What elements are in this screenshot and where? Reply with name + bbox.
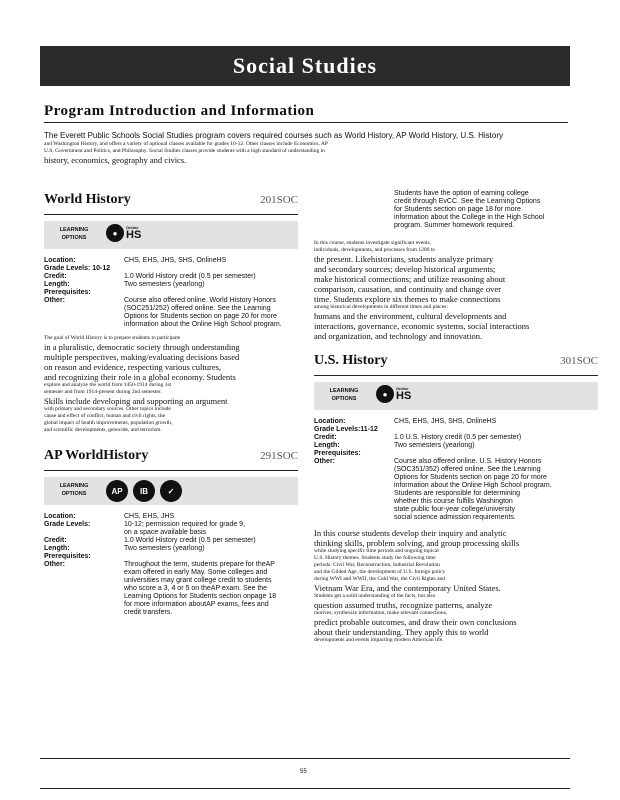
info-key: Prerequisites: [314, 450, 361, 457]
info-value-line: social science admission requirements. [394, 514, 516, 521]
us-history-title: U.S. History [314, 353, 388, 368]
text-line: U.S. Government and Politics, and Philosophy. Social Studies classes provide students with a high standard of understanding in [44, 148, 325, 154]
info-value-line: Learning Options for Students section onpage 18 [124, 593, 277, 600]
info-row [44, 265, 282, 273]
info-row [44, 289, 282, 297]
page-number: 55 [300, 769, 307, 775]
text-line: history, economics, geography and civics. [44, 155, 187, 165]
text-line: and recognizing their role in a global economy. Students [44, 372, 236, 382]
ap-world-history-code: 291SOC [260, 450, 298, 462]
info-value-line [124, 289, 282, 297]
text-line: information about the College in the High School [394, 214, 545, 221]
ap-world-history-header [44, 448, 298, 470]
text-line: in a pluralistic, democratic society through understanding [44, 342, 240, 352]
text-line: during WWI and WWII, the Cold War, the Civil Rights and [314, 576, 446, 582]
ap-world-history-learning-options [44, 477, 298, 505]
text-line: predict probable outcomes, and draw their own conclusions [314, 617, 517, 627]
ib-icon: IB [133, 480, 155, 502]
text-line: explore and analyze the world from 1450-1914 during 1st [44, 382, 172, 388]
info-value-line: (SOC351/352) offered online. See the Learning [394, 466, 541, 473]
info-value-line: universities may grant college credit to students [124, 577, 272, 584]
ap-world-history-title: AP WorldHistory [44, 448, 149, 463]
info-row [314, 458, 552, 522]
world-history-learning-options [44, 221, 298, 249]
info-key: Other: [44, 297, 65, 304]
text-line: The Everett Public Schools Social Studies program covers required courses such as World History, AP World History, U.S. History [44, 131, 503, 140]
ap-continued-text [314, 190, 598, 230]
info-row [44, 273, 282, 281]
text-line: and scientific developments, genocide, and terrorism. [44, 427, 162, 433]
us-history-header [314, 353, 598, 375]
info-value [394, 450, 552, 458]
ap-world-history-description [314, 240, 598, 341]
text-line: global impact of health improvements, population growth, [44, 420, 173, 426]
info-value-line: 1.0 World History credit (0.5 per semester) [124, 537, 256, 544]
text-line: multiple perspectives, making/evaluating decisions based [44, 352, 240, 362]
text-line: for Students section on page 18 for more [394, 206, 521, 213]
info-value-line: whether this course fulfills Washington [394, 498, 513, 505]
info-key: Prerequisites: [44, 289, 91, 296]
info-value [394, 434, 552, 442]
page-banner: Social Studies [40, 46, 570, 86]
info-value [394, 418, 552, 426]
info-value [124, 257, 282, 265]
world-history-title: World History [44, 192, 131, 207]
info-key: Other: [44, 561, 65, 568]
info-row [44, 553, 276, 561]
text-line: on reason and evidence, respecting various cultures, [44, 362, 222, 372]
info-value-line: 10-12; permission required for grade 9, [124, 521, 246, 528]
info-value-line [394, 426, 552, 434]
info-value-line: Course also offered online. World History Honors [124, 297, 276, 304]
text-line: Skills include developing and supporting an argument [44, 396, 228, 406]
info-value-line: who score a 3, 4 or 5 on theAP exam. See the [124, 585, 268, 592]
section-rule [314, 375, 598, 376]
info-value-line: CHS, EHS, JHS, SHS, OnlineHS [124, 257, 227, 264]
info-value-line: Throughout the term, students prepare for theAP [124, 561, 275, 568]
info-key: Length: [44, 281, 70, 288]
info-value [124, 273, 282, 281]
text-line: comparison, causation, and continuity and change over [314, 284, 501, 294]
info-value-line: Two semesters (yearlong) [394, 442, 475, 449]
info-key: Grade Levels: 10-12 [44, 265, 111, 272]
intro-rule [44, 122, 568, 123]
info-value [394, 426, 552, 434]
learning-options-label: LEARNING OPTIONS [59, 483, 89, 497]
info-key: Location: [44, 513, 76, 520]
us-history-info-table [314, 418, 552, 522]
info-key: Location: [314, 418, 346, 425]
info-value [124, 545, 276, 553]
info-value [124, 537, 276, 545]
text-line: individuals, developments, and processes from 1200 to [314, 247, 435, 253]
info-key: Credit: [314, 434, 337, 441]
info-value-line: information about the Online High School program. [124, 321, 282, 328]
info-value [124, 561, 276, 617]
text-line: and organization, and technology and innovation. [314, 331, 483, 341]
text-line: credit through EvCC. See the Learning Options [394, 198, 541, 205]
text-line: interactions, governance, economic systems, social interactions [314, 321, 530, 331]
text-line: periods: Civil War, Reconstruction, Industrial Revolution [314, 562, 440, 568]
text-line: Vietnam War Era, and the contemporary United States. [314, 583, 501, 593]
info-value-line: Students are responsible for determining [394, 490, 521, 497]
text-line: while studying specific time periods and ongoing topical [314, 548, 439, 554]
info-value [124, 553, 276, 561]
info-value-line: on a space available basis [124, 529, 207, 536]
info-row [44, 561, 276, 617]
text-line: motives, synthesize information, make relevant connections, [314, 610, 448, 616]
text-line: with primary and secondary sources. Other topics include [44, 406, 171, 412]
info-value-line: state public four-year college/university [394, 506, 516, 513]
online-hs-icon: ● Online HS [376, 385, 411, 403]
info-row [44, 281, 282, 289]
text-line: make historical connections; and utilize reasoning about [314, 274, 506, 284]
footer-rule [40, 758, 570, 759]
text-line: Students get a solid understanding of the facts, but also [314, 593, 436, 599]
learning-options-label: LEARNING OPTIONS [59, 227, 89, 241]
info-value [124, 289, 282, 297]
info-value-line: credit transfers. [124, 609, 173, 616]
text-line: developments and events impacting modern American life. [314, 637, 444, 643]
text-line: about their understanding. They apply this to world [314, 627, 489, 637]
info-value-line: CHS, EHS, JHS [124, 513, 175, 520]
info-key: Grade Levels: [44, 521, 91, 528]
footer-rule-bottom [40, 788, 570, 789]
ap-icon: AP [106, 480, 128, 502]
text-line: and secondary sources; develop historical arguments; [314, 264, 496, 274]
learning-options-label: LEARNING OPTIONS [329, 388, 359, 402]
check-icon: ✓ [160, 480, 182, 502]
info-key: Credit: [44, 537, 67, 544]
info-key: Length: [314, 442, 340, 449]
text-line: semester and from 1914-present during 2nd semester. [44, 389, 162, 395]
info-row [44, 521, 276, 537]
info-row [314, 434, 552, 442]
text-line: program. Summer homework required. [394, 222, 515, 229]
info-row [314, 426, 552, 434]
info-value-line: CHS, EHS, JHS, SHS, OnlineHS [394, 418, 497, 425]
ap-world-history-info-table [44, 513, 276, 617]
us-history-code: 301SOC [560, 355, 598, 367]
info-value-line: Course also offered online. U.S. History Honors [394, 458, 542, 465]
us-history-learning-options [314, 382, 598, 410]
text-line: The goal of World History is to prepare students to participate [44, 335, 181, 341]
info-value [124, 281, 282, 289]
text-line: and the Gilded Age, the development of U.S. foreign policy [314, 569, 446, 575]
section-rule [44, 470, 298, 471]
intro-body [44, 131, 564, 165]
text-line: Students have the option of earning college [394, 190, 529, 197]
world-history-info-table [44, 257, 282, 329]
info-row [314, 442, 552, 450]
info-value [394, 458, 552, 522]
info-key: Credit: [44, 273, 67, 280]
text-line: cause and effect of conflict, human and civil rights, the [44, 413, 166, 419]
info-value [124, 265, 282, 273]
info-value-line: for more information aboutAP exams, fees and [124, 601, 269, 608]
info-row [314, 450, 552, 458]
info-value [124, 297, 282, 329]
section-rule [44, 214, 298, 215]
info-row [44, 537, 276, 545]
info-row [44, 513, 276, 521]
info-value [394, 442, 552, 450]
text-line: the present. Likehistorians, students analyze primary [314, 254, 494, 264]
info-value-line [394, 450, 552, 458]
text-line: and Washington History, and offers a variety of optional classes available for grades 10-12. Other classes include Economics, AP [44, 141, 328, 147]
world-history-header [44, 192, 298, 214]
info-row [44, 545, 276, 553]
left-column [44, 192, 298, 617]
info-key: Grade Levels:11-12 [314, 426, 378, 433]
text-line: U.S. History themes. Students study the following time [314, 555, 436, 561]
text-line: thinking skills, problem solving, and group processing skills [314, 538, 520, 548]
us-history-description [314, 528, 598, 644]
info-value [124, 513, 276, 521]
info-key: Other: [314, 458, 335, 465]
info-value-line: Two semesters (yearlong) [124, 281, 205, 288]
info-value-line: Options for Students section on page 20 for more [394, 474, 547, 481]
info-value-line: 1.0 World History credit (0.5 per semester) [124, 273, 256, 280]
right-column [314, 190, 598, 644]
text-line: humans and the environment, cultural developments and [314, 311, 507, 321]
info-value-line: Two semesters (yearlong) [124, 545, 205, 552]
info-value-line: Options for Students section on page 20 for more [124, 313, 277, 320]
info-row [44, 297, 282, 329]
world-history-description [44, 335, 298, 434]
info-value-line: (SOC251/252) offered online. See the Learning [124, 305, 271, 312]
text-line: In this course students develop their inquiry and analytic [314, 528, 507, 538]
info-value-line [124, 553, 276, 561]
text-line: question assumed truths, recognize patterns, analyze [314, 600, 493, 610]
text-line: among historical developments in different times and places: [314, 304, 448, 310]
world-history-code: 201SOC [260, 194, 298, 206]
info-value-line [124, 265, 282, 273]
info-key: Length: [44, 545, 70, 552]
info-value-line: 1.0 U.S. History credit (0.5 per semester) [394, 434, 522, 441]
info-key: Location: [44, 257, 76, 264]
intro-title: Program Introduction and Information [44, 103, 315, 119]
info-key: Prerequisites: [44, 553, 91, 560]
info-value-line: information about the Online High School program. [394, 482, 552, 489]
text-line: In this course, students investigate significant events, [314, 240, 432, 246]
info-row [44, 257, 282, 265]
online-hs-icon: ● Online HS [106, 224, 141, 242]
info-value [124, 521, 276, 537]
info-value-line: exam offered in early May. Some colleges and [124, 569, 268, 576]
info-row [314, 418, 552, 426]
text-line: time. Students explore six themes to make connections [314, 294, 501, 304]
